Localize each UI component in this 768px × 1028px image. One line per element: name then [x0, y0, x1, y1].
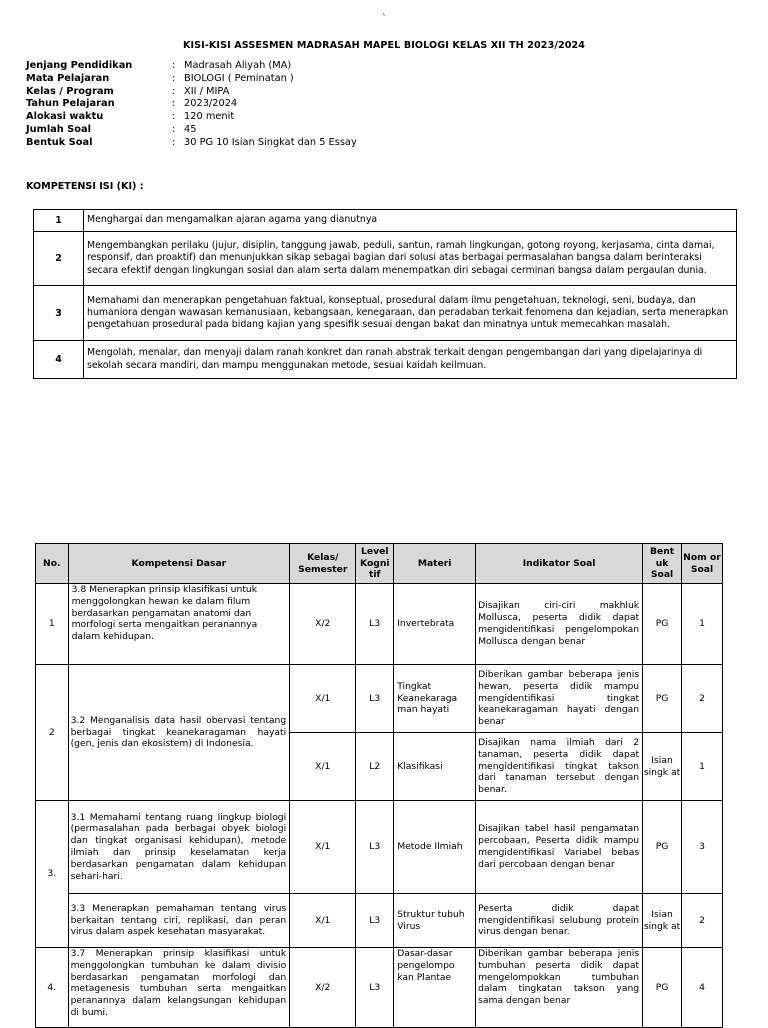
- row-bentuk: Isian singk at: [643, 733, 682, 801]
- header-indikator-soal: Indikator Soal: [476, 544, 643, 584]
- table-row: [36, 584, 723, 665]
- kd-table: [35, 543, 723, 1028]
- row-level: L3: [356, 801, 394, 894]
- kd-header-row: [36, 544, 723, 584]
- row-kelas: X/2: [290, 584, 356, 665]
- info-row: [26, 73, 357, 86]
- table-row: [36, 665, 723, 733]
- info-value: 120 menit: [184, 111, 235, 123]
- info-colon: :: [172, 98, 176, 110]
- row-indikator: Disajikan nama ilmiah dari 2 tanaman, peserta didik dapat mengidentifikasi tingkat takson dari tanaman tersebut dengan benar.: [476, 733, 643, 801]
- row-kompetensi-dasar: 3.1 Memahami tentang ruang lingkup biologi (permasalahan pada berbagai obyek biologi dan tingkat organisasi kehidupan), metode ilmiah dan prinsip keselamatan kerja berdasarkan pengamatan dalam kehidupan sehari-hari.: [68, 801, 290, 894]
- ki-heading: KOMPETENSI ISI (KI) :: [26, 181, 144, 192]
- row-bentuk: PG: [643, 665, 682, 733]
- info-label: Kelas / Program: [26, 85, 114, 97]
- info-value: BIOLOGI ( Peminatan ): [184, 72, 294, 84]
- info-colon: :: [172, 72, 176, 84]
- header-level-kognitif: Level Kogni tif: [356, 544, 394, 584]
- row-number: 3.: [36, 801, 69, 948]
- info-colon: :: [172, 111, 176, 123]
- table-row: [36, 801, 723, 894]
- row-materi: Invertebrata: [394, 584, 476, 665]
- ki-text: Mengembangkan perilaku (jujur, disiplin, tanggung jawab, peduli, santun, ramah lingkungan, gotong royong, kerjasama, cinta damai, responsif, dan proaktif) dan menunjukkan sikap sebagai bagian dari solusi atas berbagai permasalahan bangsa dalam berinteraksi secara efektif dengan lingkungan sosial dan alam serta dalam menempatkan diri sebagai cerminan bangsa dalam pergaulan dunia.: [84, 232, 737, 286]
- row-kelas: X/1: [290, 801, 356, 894]
- row-number: 2: [36, 665, 69, 801]
- row-nomor: 3: [681, 801, 722, 894]
- row-bentuk: PG: [643, 584, 682, 665]
- info-label: Mata Pelajaran: [26, 72, 110, 84]
- ki-row: [34, 210, 737, 232]
- info-label: Tahun Pelajaran: [26, 98, 115, 110]
- ki-text: Memahami dan menerapkan pengetahuan faktual, konseptual, prosedural dalam ilmu pengetahuan, teknologi, seni, budaya, dan humaniora dengan wawasan kemanusiaan, kebangsaan, kenegaraan, dan peradaban terkait fenomena dan kejadian, serta menerapkan pengetahuan prosedural pada bidang kajian yang spesifik sesuai dengan bakat dan minatnya untuk memecahkan masalah.: [84, 286, 737, 341]
- info-value: 30 PG 10 Isian Singkat dan 5 Essay: [184, 136, 357, 148]
- row-number: 1: [36, 584, 69, 665]
- row-indikator: Disajikan ciri-ciri makhluk Mollusca, peserta didik dapat mengidentifikasi pengelompokan Mollusca dengan benar: [476, 584, 643, 665]
- ki-number: 3: [34, 286, 84, 341]
- row-bentuk: PG: [643, 948, 682, 1028]
- info-label: Jumlah Soal: [26, 123, 91, 135]
- row-bentuk: Isian singk at: [643, 894, 682, 948]
- info-colon: :: [172, 136, 176, 148]
- row-indikator: Diberikan gambar beberapa jenis hewan, peserta didik mampu mengidentifikasi tingkat keanekaragaman hayati dengan benar: [476, 665, 643, 733]
- row-kelas: X/1: [290, 894, 356, 948]
- ki-table: [33, 209, 737, 379]
- info-colon: :: [172, 60, 176, 71]
- row-indikator: Disajikan tabel hasil pengamatan percobaan, Peserta didik mampu mengidentifikasi Variabel bebas dari percobaan dengan benar: [476, 801, 643, 894]
- ki-number: 1: [34, 210, 84, 232]
- row-materi: Klasifikasi: [394, 733, 476, 801]
- ki-row: [34, 232, 737, 286]
- info-value: Madrasah Aliyah (MA): [184, 60, 292, 71]
- row-level: L2: [356, 733, 394, 801]
- header-kelas-semester: Kelas/ Semester: [290, 544, 356, 584]
- info-label: Bentuk Soal: [26, 136, 93, 148]
- info-row: [26, 86, 357, 99]
- row-nomor: 2: [681, 894, 722, 948]
- row-number: 4.: [36, 948, 69, 1028]
- row-level: L3: [356, 584, 394, 665]
- info-label: Alokasi waktu: [26, 111, 104, 123]
- row-kelas: X/2: [290, 948, 356, 1028]
- info-row: [26, 111, 357, 124]
- table-row: [36, 948, 723, 1028]
- ki-row: [34, 286, 737, 341]
- header-no: No.: [36, 544, 69, 584]
- row-materi: Metode Ilmiah: [394, 801, 476, 894]
- ki-text: Menghargai dan mengamalkan ajaran agama yang dianutnya: [84, 210, 737, 232]
- row-nomor: 2: [681, 665, 722, 733]
- row-indikator: Diberikan gambar beberapa jenis tumbuhan peserta didik dapat mengelompokkan tumbuhan dalam tingkatan takson yang sama dengan benar: [476, 948, 643, 1028]
- info-row: [26, 98, 357, 111]
- table-row: [36, 894, 723, 948]
- row-nomor: 1: [681, 584, 722, 665]
- ki-row: [34, 341, 737, 379]
- row-kompetensi-dasar: 3.7 Menerapkan prinsip klasifikasi untuk menggolongkan tumbuhan ke dalam divisio berdasarkan pengamatan morfologi dan metagenesis tumbuhan serta mengaitkan peranannya dalam kelangsungan kehidupan di bumi.: [68, 948, 290, 1028]
- row-kelas: X/1: [290, 733, 356, 801]
- header-nomor-soal: Nom or Soal: [681, 544, 722, 584]
- header-bentuk-soal: Bent uk Soal: [643, 544, 682, 584]
- info-row: [26, 60, 357, 73]
- row-kelas: X/1: [290, 665, 356, 733]
- info-colon: :: [172, 85, 176, 97]
- ki-number: 2: [34, 232, 84, 286]
- row-materi: Dasar-dasar pengelompo kan Plantae: [394, 948, 476, 1028]
- row-level: L3: [356, 665, 394, 733]
- row-level: L3: [356, 948, 394, 1028]
- row-materi: Tingkat Keanekaraga man hayati: [394, 665, 476, 733]
- info-value: XII / MIPA: [184, 85, 230, 97]
- row-materi: Struktur tubuh Virus: [394, 894, 476, 948]
- info-row: [26, 137, 357, 150]
- row-level: L3: [356, 894, 394, 948]
- info-value: 45: [184, 123, 197, 135]
- header-kompetensi-dasar: Kompetensi Dasar: [68, 544, 290, 584]
- row-kompetensi-dasar: 3.3 Menerapkan pemahaman tentang virus berkaitan tentang ciri, replikasi, dan peran virus dalam aspek kesehatan masyarakat.: [68, 894, 290, 948]
- row-nomor: 4: [681, 948, 722, 1028]
- info-value: 2023/2024: [184, 98, 238, 110]
- document-title: KISI-KISI ASSESMEN MADRASAH MAPEL BIOLOGI KELAS XII TH 2023/2024: [182, 40, 586, 51]
- document-info: [26, 60, 357, 150]
- row-kompetensi-dasar: 3.2 Menganalisis data hasil obervasi tentang berbagai tingkat keanekaragaman hayati (gen, jenis dan ekosistem) di Indonesia.: [68, 665, 290, 801]
- info-row: [26, 124, 357, 137]
- info-colon: :: [172, 123, 176, 135]
- info-label: Jenjang Pendidikan: [26, 60, 133, 71]
- ki-text: Mengolah, menalar, dan menyaji dalam ranah konkret dan ranah abstrak terkait dengan pengembangan dari yang dipelajarinya di sekolah secara mandiri, dan mampu menggunakan metode, sesuai kaidah keilmuan.: [84, 341, 737, 379]
- row-bentuk: PG: [643, 801, 682, 894]
- row-nomor: 1: [681, 733, 722, 801]
- top-mark: `: [382, 14, 387, 24]
- ki-number: 4: [34, 341, 84, 379]
- row-indikator: Peserta didik dapat mengidentifikasi selubung protein virus dengan benar.: [476, 894, 643, 948]
- row-kompetensi-dasar: 3.8 Menerapkan prinsip klasifikasi untuk menggolongkan hewan ke dalam filum berdasarkan pengamatan anatomi dan morfologi serta mengaitkan peranannya dalam kehidupan.: [68, 584, 290, 665]
- header-materi: Materi: [394, 544, 476, 584]
